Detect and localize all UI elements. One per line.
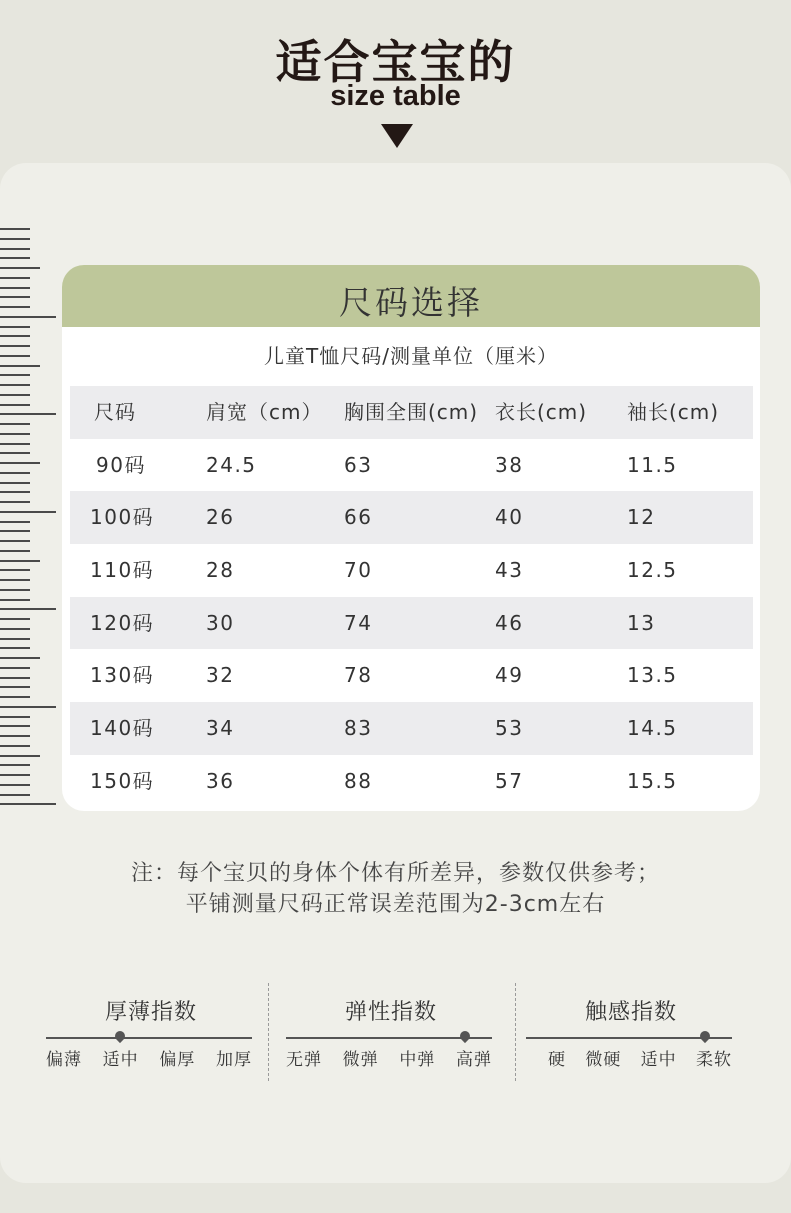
- ruler-tick: [0, 433, 30, 435]
- thickness-index-marker: [113, 1029, 127, 1043]
- cell-shoulder: 36: [206, 768, 235, 793]
- column-header-shoulder: 肩宽（cm）: [206, 400, 323, 424]
- ruler-tick: [0, 472, 30, 474]
- divider: [515, 983, 516, 1081]
- size-card-subtitle: 儿童T恤尺码/测量单位（厘米）: [264, 344, 558, 368]
- ruler-tick: [0, 794, 30, 796]
- option-label: 偏薄: [46, 1050, 82, 1070]
- elasticity-index-options: [286, 1045, 492, 1070]
- cell-size: 140码: [90, 716, 155, 741]
- ruler-tick: [0, 404, 30, 406]
- cell-length: 40: [495, 505, 524, 530]
- cell-size: 130码: [90, 663, 155, 688]
- size-card-header: [62, 265, 760, 327]
- ruler-tick: [0, 326, 30, 328]
- cell-length: 46: [495, 610, 524, 635]
- cell-sleeve: 11.5: [627, 452, 678, 477]
- ruler-tick: [0, 413, 56, 415]
- ruler-tick: [0, 667, 30, 669]
- ruler-tick: [0, 608, 56, 610]
- cell-size: 110码: [90, 558, 155, 583]
- cell-chest: 66: [344, 505, 373, 530]
- ruler-tick: [0, 569, 30, 571]
- cell-shoulder: 34: [206, 716, 235, 741]
- ruler-tick: [0, 540, 30, 542]
- touch-index-title: 触感指数: [584, 1000, 677, 1025]
- table-row: [70, 439, 753, 492]
- ruler-tick: [0, 374, 30, 376]
- ruler-tick: [0, 355, 30, 357]
- cell-length: 43: [495, 558, 524, 583]
- thickness-index-options: [46, 1045, 252, 1070]
- ruler-tick: [0, 257, 30, 259]
- ruler-tick: [0, 647, 30, 649]
- ruler-tick: [0, 511, 56, 513]
- ruler-tick: [0, 316, 56, 318]
- cell-length: 38: [495, 452, 524, 477]
- table-row: [70, 755, 753, 808]
- ruler-tick: [0, 628, 30, 630]
- cell-length: 49: [495, 663, 524, 688]
- ruler-tick: [0, 696, 30, 698]
- ruler-tick: [0, 774, 30, 776]
- thickness-index-title: 厚薄指数: [104, 1000, 197, 1025]
- option-label: 高弹: [455, 1050, 492, 1070]
- option-label: 微硬: [585, 1050, 622, 1070]
- down-arrow-icon: [381, 124, 413, 148]
- elasticity-index-title: 弹性指数: [344, 1000, 437, 1025]
- cell-sleeve: 13.5: [627, 663, 678, 688]
- size-table: [70, 386, 753, 808]
- option-label: 硬: [548, 1050, 566, 1070]
- ruler-tick: [0, 716, 30, 718]
- cell-shoulder: 30: [206, 610, 235, 635]
- cell-chest: 88: [344, 768, 373, 793]
- page-title: 适合宝宝的: [275, 35, 516, 89]
- ruler-tick: [0, 384, 30, 386]
- touch-index: [526, 995, 736, 1075]
- ruler-tick: [0, 238, 30, 240]
- cell-chest: 63: [344, 452, 373, 477]
- note-line-2: 平铺测量尺码正常误差范围为2-3cm左右: [185, 892, 606, 917]
- ruler-tick: [0, 677, 30, 679]
- cell-sleeve: 12: [627, 505, 656, 530]
- cell-chest: 83: [344, 716, 373, 741]
- ruler-tick: [0, 803, 56, 805]
- option-label: 中弹: [399, 1050, 436, 1070]
- table-row: [70, 491, 753, 544]
- option-label: 无弹: [286, 1050, 322, 1070]
- option-label: 适中: [102, 1050, 139, 1070]
- ruler-tick: [0, 345, 30, 347]
- ruler-tick: [0, 423, 30, 425]
- cell-sleeve: 14.5: [627, 716, 678, 741]
- ruler-tick: [0, 745, 30, 747]
- elasticity-index: [286, 995, 496, 1075]
- cell-shoulder: 28: [206, 558, 235, 583]
- ruler-tick: [0, 365, 40, 367]
- ruler-tick: [0, 755, 40, 757]
- table-header-row: [70, 386, 753, 439]
- column-header-sleeve: 袖长(cm): [627, 400, 720, 424]
- ruler-tick: [0, 452, 30, 454]
- divider: [268, 983, 269, 1081]
- table-row: [70, 597, 753, 650]
- elasticity-index-marker: [458, 1029, 472, 1043]
- cell-sleeve: 15.5: [627, 768, 678, 793]
- ruler-tick: [0, 706, 56, 708]
- size-card: [62, 265, 760, 811]
- ruler-tick: [0, 521, 30, 523]
- option-label: 加厚: [215, 1050, 252, 1070]
- table-row: [70, 702, 753, 755]
- ruler-tick: [0, 764, 30, 766]
- ruler-tick: [0, 335, 30, 337]
- ruler-tick: [0, 267, 40, 269]
- table-row: [70, 544, 753, 597]
- cell-length: 57: [495, 768, 524, 793]
- cell-length: 53: [495, 716, 524, 741]
- table-row: [70, 649, 753, 702]
- touch-index-options: [526, 1045, 732, 1070]
- ruler-tick: [0, 579, 30, 581]
- cell-size: 150码: [90, 768, 155, 793]
- ruler-tick: [0, 296, 30, 298]
- ruler-tick: [0, 228, 30, 230]
- ruler-tick: [0, 248, 30, 250]
- cell-chest: 70: [344, 558, 373, 583]
- cell-chest: 74: [344, 610, 373, 635]
- ruler-tick: [0, 287, 30, 289]
- ruler-tick: [0, 394, 30, 396]
- note-line-1: 注：每个宝贝的身体个体有所差异，参数仅供参考；: [130, 861, 660, 886]
- ruler-tick: [0, 735, 30, 737]
- page-subtitle: size table: [330, 80, 461, 112]
- cell-sleeve: 13: [627, 610, 656, 635]
- ruler-tick: [0, 657, 40, 659]
- ruler-tick: [0, 306, 30, 308]
- cell-shoulder: 26: [206, 505, 235, 530]
- ruler-decoration: [0, 228, 60, 813]
- ruler-tick: [0, 277, 30, 279]
- cell-sleeve: 12.5: [627, 558, 678, 583]
- cell-chest: 78: [344, 663, 373, 688]
- ruler-tick: [0, 725, 30, 727]
- cell-size: 100码: [90, 505, 155, 530]
- column-header-length: 衣长(cm): [495, 400, 588, 424]
- ruler-tick: [0, 530, 30, 532]
- option-label: 微弹: [342, 1050, 379, 1070]
- option-label: 偏厚: [159, 1050, 196, 1070]
- cell-shoulder: 32: [206, 663, 235, 688]
- option-label: 柔软: [695, 1050, 732, 1070]
- ruler-tick: [0, 443, 30, 445]
- ruler-tick: [0, 482, 30, 484]
- ruler-tick: [0, 686, 30, 688]
- ruler-tick: [0, 491, 30, 493]
- size-card-title: 尺码选择: [339, 283, 483, 322]
- ruler-tick: [0, 589, 30, 591]
- ruler-tick: [0, 560, 40, 562]
- thickness-index: [46, 995, 256, 1075]
- ruler-tick: [0, 618, 30, 620]
- ruler-tick: [0, 638, 30, 640]
- option-label: 适中: [640, 1050, 677, 1070]
- cell-shoulder: 24.5: [206, 452, 257, 477]
- ruler-tick: [0, 550, 30, 552]
- column-header-size: 尺码: [94, 400, 136, 424]
- thickness-index-scale: [46, 1037, 252, 1039]
- cell-size: 90码: [96, 452, 146, 477]
- ruler-tick: [0, 599, 30, 601]
- ruler-tick: [0, 784, 30, 786]
- touch-index-marker: [698, 1029, 712, 1043]
- ruler-tick: [0, 462, 40, 464]
- column-header-chest: 胸围全围(cm): [344, 400, 479, 424]
- cell-size: 120码: [90, 610, 155, 635]
- ruler-tick: [0, 501, 30, 503]
